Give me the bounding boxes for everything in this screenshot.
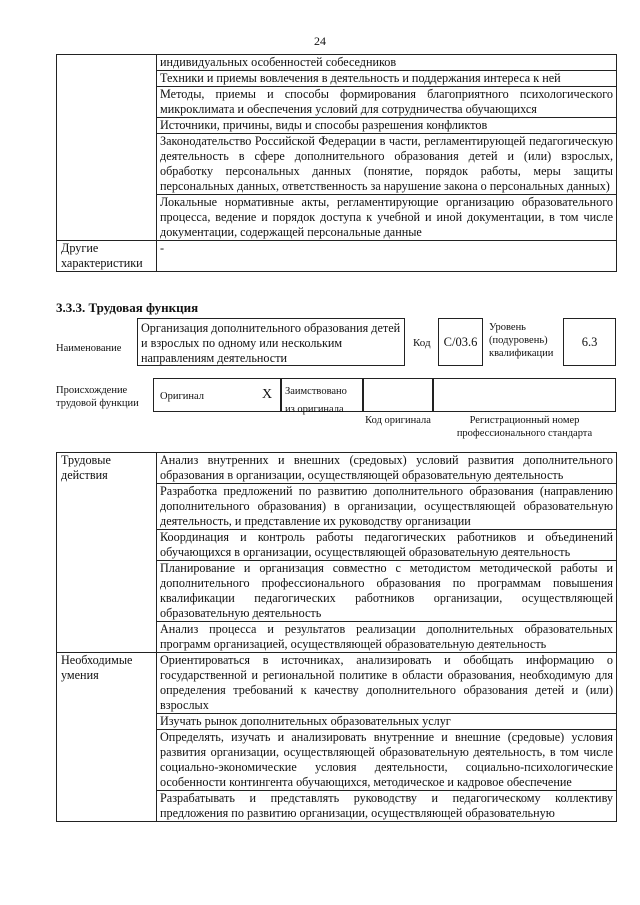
table-cell: Определять, изучать и анализировать внутренние и внешние (средовые) условия развития организации, осуществляющей образовательную деятельность, в том числе социально-экономические условия деятельности, социально-психологические особенности контингента обучающихся, методическое и кадровое обеспечение: [157, 730, 617, 791]
code-caption: Код оригинала: [365, 415, 431, 426]
table-cell: Анализ внутренних и внешних (средовых) условий развития дополнительного образования в организации, осуществляющей образовательную деятельность: [157, 453, 617, 484]
level-value: 6.3: [563, 318, 616, 366]
table-cell: Методы, приемы и способы формирования благоприятного психологического микроклимата и обеспечения условий для сотрудничества обучающихся: [157, 87, 617, 118]
table-cell: Локальные нормативные акты, регламентирующие организацию образовательного процесса, ведение и порядок доступа к учебной и иной документации, в том числе документации, содержащей персональные данные: [157, 195, 617, 241]
knowledge-table: [56, 54, 617, 272]
original-box: [153, 378, 281, 412]
table-cell: Техники и приемы вовлечения в деятельность и поддержания интереса к ней: [157, 71, 617, 87]
page-number: 24: [314, 34, 326, 48]
section-title: 3.3.3. Трудовая функция: [56, 300, 199, 315]
original-code-box: [363, 378, 433, 412]
table-cell: индивидуальных особенностей собеседников: [157, 55, 617, 71]
function-name-value: Организация дополнительного образования детей и взрослых по одному или нескольким направлениям деятельности: [137, 318, 405, 366]
table-cell: Разработка предложений по развитию дополнительного образования (направлению дополнительного образования) в организации, осуществляющей образовательную деятельность, и представление их руководству организации: [157, 484, 617, 530]
table-cell: Источники, причины, виды и способы разрешения конфликтов: [157, 118, 617, 134]
table-cell: Законодательство Российской Федерации в части, регламентирующей педагогическую деятельность в сфере дополнительного образования детей и (или) взрослых, обработку персональных данных (понятие, порядок работы, меры защиты персональных данных, ответственность за нарушение закона о персональных данных): [157, 134, 617, 195]
code-label: Код: [413, 337, 431, 349]
origin-label: Происхождение трудовой функции: [56, 385, 139, 409]
borrowed-label: Заимствовано из оригинала: [285, 386, 347, 415]
table-cell: -: [157, 241, 617, 272]
registration-number-box: [433, 378, 616, 412]
table-row: [57, 55, 617, 71]
borrowed-box: [281, 378, 363, 415]
table-cell: Анализ процесса и результатов реализации дополнительных образовательных программ организацией, осуществляющей образовательную деятельность: [157, 622, 617, 653]
table-cell: Разрабатывать и представлять руководству и педагогическому коллективу предложения по развитию организации, осуществляющей образовательную: [157, 791, 617, 822]
original-label: Оригинал: [160, 391, 204, 402]
table-row: [57, 653, 617, 714]
row-label: [57, 55, 157, 241]
reg-caption: Регистрационный номер профессионального стандарта: [456, 415, 593, 439]
table-cell: Планирование и организация совместно с методистом методической работы и дополнительного профессионального образования по программам повышения квалификации педагогических работников организации, осуществляющей образовательную деятельность: [157, 561, 617, 622]
table-row: [57, 241, 617, 272]
table-cell: Ориентироваться в источниках, анализировать и обобщать информацию о государственной и региональной политике в области образования, необходимую для определения требований к качеству дополнительного образования детей и (или) взрослых: [157, 653, 617, 714]
row-label: Необходимые умения: [57, 653, 157, 822]
row-label: Трудовые действия: [57, 453, 157, 653]
name-label: Наименование: [56, 343, 122, 354]
table-row: [57, 453, 617, 484]
labor-actions-table: [56, 452, 617, 822]
row-label: Другие характеристики: [57, 241, 157, 272]
function-code-value: С/03.6: [438, 318, 483, 366]
table-cell: Изучать рынок дополнительных образовательных услуг: [157, 714, 617, 730]
original-mark: X: [262, 387, 273, 402]
table-cell: Координация и контроль работы педагогических работников и объединений обучающихся в организации, осуществляющей образовательную деятельность: [157, 530, 617, 561]
level-label: Уровень (подуровень) квалификации: [489, 322, 554, 359]
